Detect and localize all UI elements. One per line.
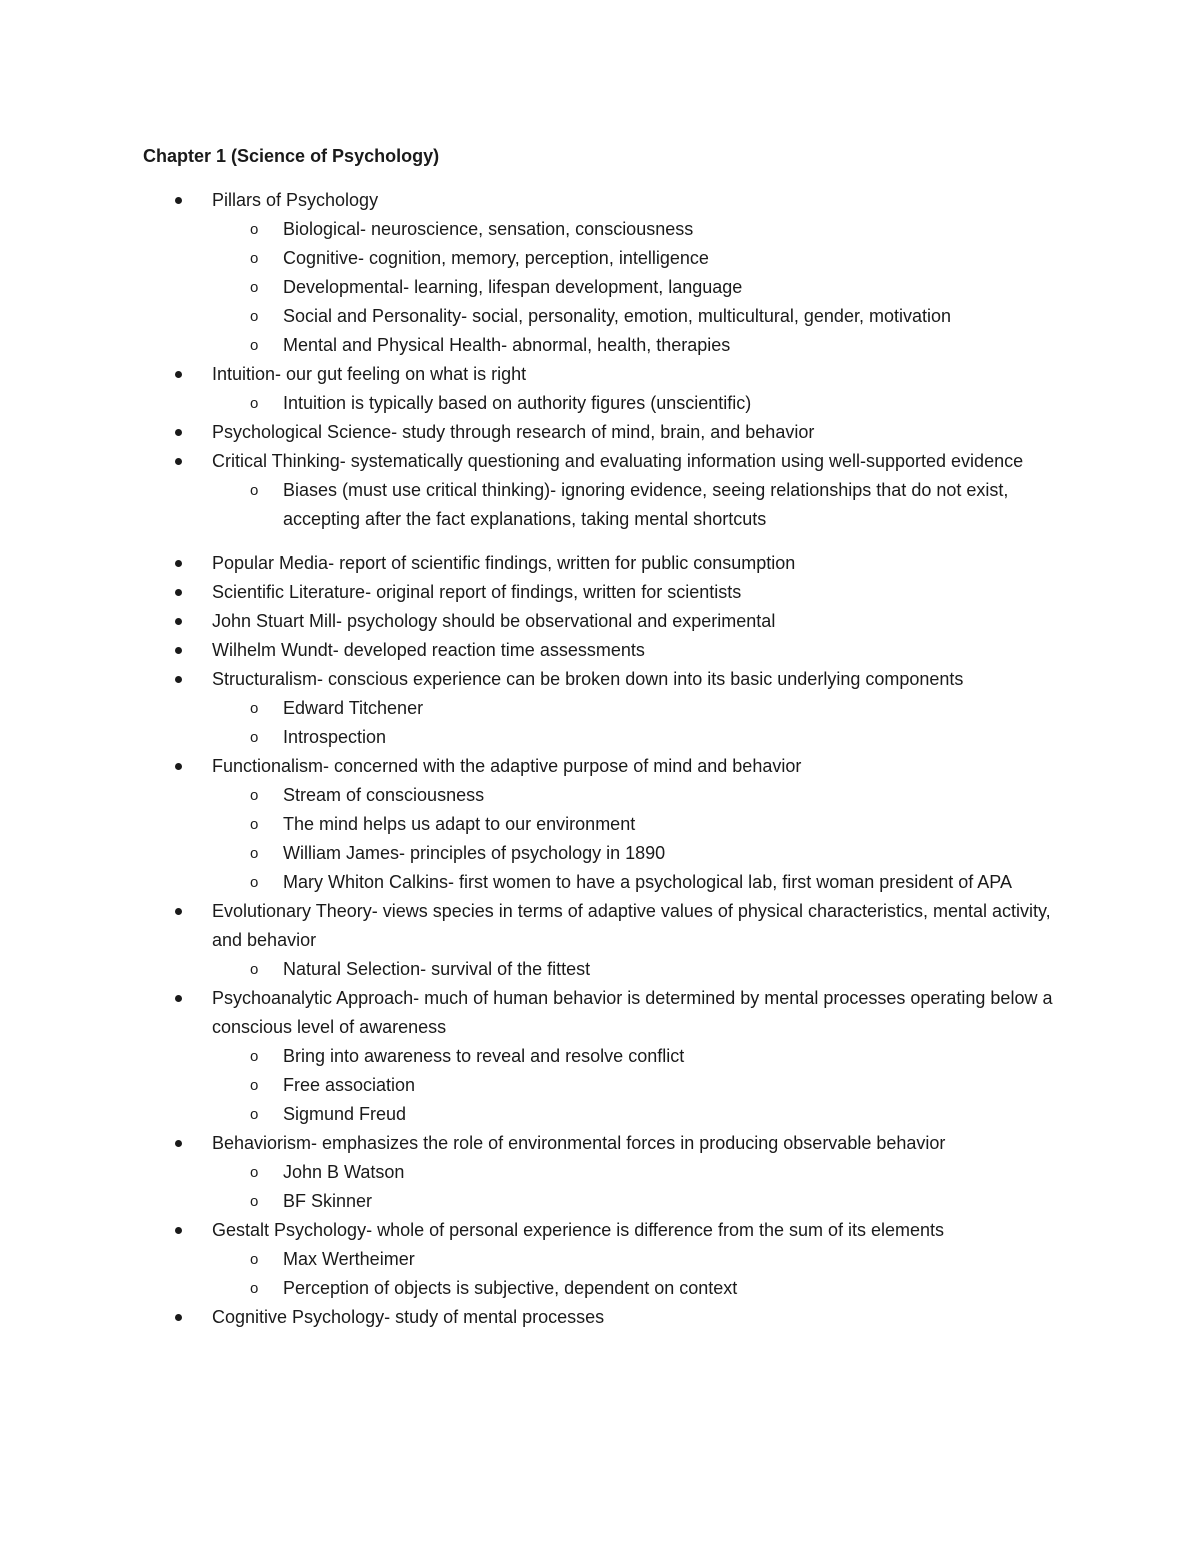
item-text: Biases (must use critical thinking)- ignoring evidence, seeing relationships that do not exist, accepting after the fact explanations, taking mental shortcuts [283,480,1009,529]
bullet-hollow-icon: o [250,308,259,325]
sub-bullet-item [0,1071,1200,1100]
bullet-dot-icon [175,186,182,215]
bullet-dot-icon [175,360,182,389]
bullet-item [0,418,1200,447]
item-text: Bring into awareness to reveal and resolve conflict [283,1046,685,1066]
item-text: Biological- neuroscience, sensation, consciousness [283,219,694,239]
item-text: Evolutionary Theory- views species in terms of adaptive values of physical characteristics, mental activity, and behavior [212,901,1051,950]
item-text: Wilhelm Wundt- developed reaction time assessments [212,640,645,660]
bullet-hollow-icon: o [250,250,259,267]
item-text: Popular Media- report of scientific findings, written for public consumption [212,553,796,573]
sub-bullet-item [0,476,1200,534]
sub-bullet-item [0,215,1200,244]
bullet-item [0,186,1200,215]
sub-bullet-item [0,868,1200,897]
bullet-dot-shape [175,1314,182,1321]
bullet-item [0,897,1200,955]
bullet-dot-shape [175,197,182,204]
item-text: BF Skinner [283,1191,373,1211]
sub-bullet-item [0,1100,1200,1129]
bullet-dot-shape [175,1140,182,1147]
bullet-hollow-icon: o [250,1251,259,1268]
bullet-hollow-icon: o [250,279,259,296]
item-text: Critical Thinking- systematically questioning and evaluating information using well-supported evidence [212,451,1024,471]
item-text: Social and Personality- social, personality, emotion, multicultural, gender, motivation [283,306,951,326]
bullet-item [0,578,1200,607]
item-text: Introspection [283,727,387,747]
item-text: Max Wertheimer [283,1249,415,1269]
sub-bullet-item [0,331,1200,360]
item-text: Cognitive Psychology- study of mental processes [212,1307,605,1327]
item-text: John Stuart Mill- psychology should be observational and experimental [212,611,776,631]
bullet-dot-shape [175,676,182,683]
item-text: Psychoanalytic Approach- much of human behavior is determined by mental processes operating below a conscious level of awareness [212,988,1053,1037]
item-text: Scientific Literature- original report of findings, written for scientists [212,582,742,602]
bullet-dot-icon [175,1303,182,1332]
bullet-item [0,447,1200,476]
bullet-hollow-icon: o [250,1048,259,1065]
sub-bullet-item [0,1187,1200,1216]
bullet-dot-icon [175,984,182,1013]
bullet-hollow-icon: o [250,1193,259,1210]
sub-bullet-item [0,1245,1200,1274]
item-text: Mary Whiton Calkins- first women to have a psychological lab, first woman president of APA [283,872,1012,892]
bullet-hollow-icon: o [250,337,259,354]
sub-bullet-item [0,389,1200,418]
bullet-hollow-icon: o [250,395,259,412]
bullet-dot-icon [175,418,182,447]
bullet-dot-shape [175,560,182,567]
item-text: Sigmund Freud [283,1104,407,1124]
item-text: Cognitive- cognition, memory, perception, intelligence [283,248,709,268]
bullet-dot-icon [175,578,182,607]
item-text: William James- principles of psychology in 1890 [283,843,666,863]
bullet-dot-shape [175,371,182,378]
item-text: Intuition- our gut feeling on what is right [212,364,527,384]
bullet-dot-shape [175,458,182,465]
bullet-item [0,1129,1200,1158]
sub-bullet-item [0,955,1200,984]
bullet-hollow-icon: o [250,729,259,746]
bullet-dot-shape [175,763,182,770]
sub-bullet-item [0,839,1200,868]
bullet-dot-icon [175,752,182,781]
sub-bullet-item [0,723,1200,752]
bullet-dot-shape [175,429,182,436]
bullet-hollow-icon: o [250,700,259,717]
bullet-item [0,636,1200,665]
bullet-item [0,1216,1200,1245]
item-text: Pillars of Psychology [212,190,379,210]
bullet-hollow-icon: o [250,845,259,862]
item-text: Edward Titchener [283,698,424,718]
bullet-dot-shape [175,1227,182,1234]
bullet-dot-icon [175,636,182,665]
bullet-item [0,549,1200,578]
item-text: Stream of consciousness [283,785,485,805]
sub-bullet-item [0,1274,1200,1303]
bullet-hollow-icon: o [250,816,259,833]
bullet-hollow-icon: o [250,482,259,499]
item-text: Natural Selection- survival of the fittest [283,959,591,979]
bullet-dot-shape [175,618,182,625]
bullet-dot-icon [175,897,182,926]
sub-bullet-item [0,694,1200,723]
bullet-item [0,1303,1200,1332]
sub-bullet-item [0,781,1200,810]
bullet-hollow-icon: o [250,1164,259,1181]
bullet-dot-shape [175,908,182,915]
item-text: Behaviorism- emphasizes the role of environmental forces in producing observable behavior [212,1133,946,1153]
item-text: Psychological Science- study through research of mind, brain, and behavior [212,422,815,442]
item-text: John B Watson [283,1162,405,1182]
sub-bullet-item [0,302,1200,331]
bullet-dot-icon [175,607,182,636]
bullet-dot-icon [175,1216,182,1245]
sub-bullet-item [0,244,1200,273]
bullet-dot-shape [175,589,182,596]
item-text: Mental and Physical Health- abnormal, health, therapies [283,335,731,355]
bullet-hollow-icon: o [250,1077,259,1094]
item-text: Functionalism- concerned with the adaptive purpose of mind and behavior [212,756,802,776]
bullet-hollow-icon: o [250,221,259,238]
bullet-dot-icon [175,665,182,694]
bullet-dot-icon [175,447,182,476]
sub-bullet-item [0,810,1200,839]
bullet-dot-icon [175,1129,182,1158]
item-text: Structuralism- conscious experience can be broken down into its basic underlying components [212,669,964,689]
sub-bullet-item [0,1042,1200,1071]
bullet-item [0,984,1200,1042]
page-title: Chapter 1 (Science of Psychology) [143,146,440,166]
bullet-hollow-icon: o [250,961,259,978]
item-text: Free association [283,1075,416,1095]
sub-bullet-item [0,1158,1200,1187]
bullet-hollow-icon: o [250,787,259,804]
item-text: Perception of objects is subjective, dependent on context [283,1278,738,1298]
bullet-item [0,607,1200,636]
bullet-hollow-icon: o [250,1106,259,1123]
bullet-dot-shape [175,995,182,1002]
bullet-item [0,665,1200,694]
bullet-dot-shape [175,647,182,654]
bullet-hollow-icon: o [250,1280,259,1297]
item-text: The mind helps us adapt to our environment [283,814,636,834]
item-text: Intuition is typically based on authority figures (unscientific) [283,393,752,413]
item-text: Developmental- learning, lifespan development, language [283,277,743,297]
bullet-hollow-icon: o [250,874,259,891]
bullet-item [0,360,1200,389]
bullet-item [0,752,1200,781]
item-text: Gestalt Psychology- whole of personal experience is difference from the sum of its elements [212,1220,945,1240]
notes-list [0,186,1200,1332]
bullet-dot-icon [175,549,182,578]
sub-bullet-item [0,273,1200,302]
